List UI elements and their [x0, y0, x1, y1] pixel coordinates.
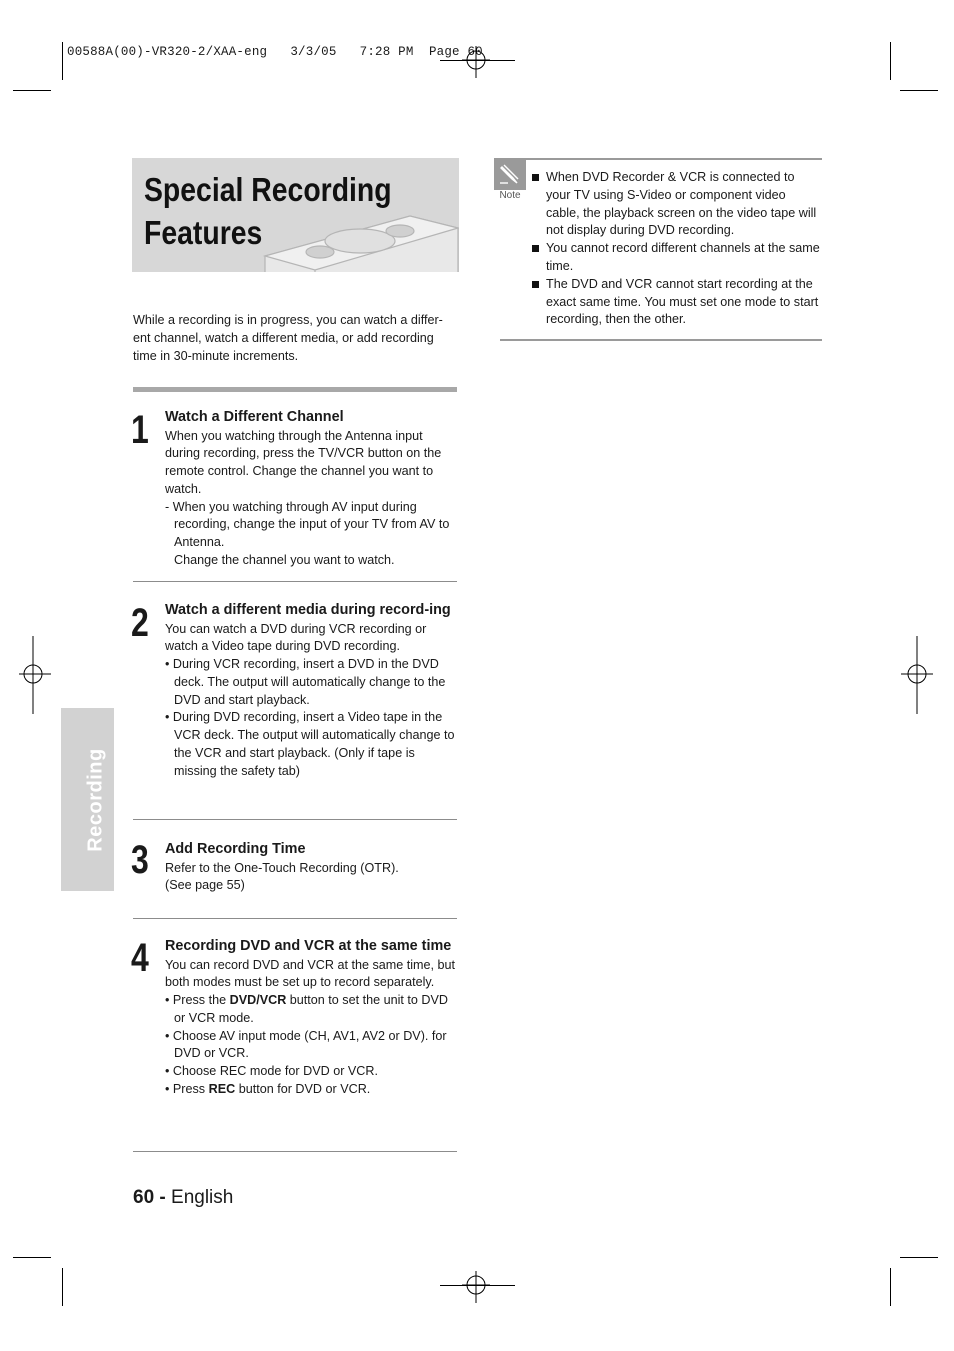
step-number: 4	[131, 936, 149, 980]
bullet-item: • Choose AV input mode (CH, AV1, AV2 or DV). for DVD or VCR.	[165, 1028, 447, 1061]
step-body: (See page 55)	[165, 878, 245, 893]
step-title: Watch a different media during record-ing	[165, 602, 451, 618]
note-rule	[500, 339, 822, 341]
bullet-item: • Choose REC mode for DVD or VCR.	[165, 1064, 378, 1079]
print-header: 00588A(00)-VR320-2/XAA-eng 3/3/05 7:28 PM Page 60	[67, 45, 483, 59]
intro-paragraph: While a recording is in progress, you can watch a differ-ent channel, watch a different media, or add recording time in 30-minute increments.	[133, 313, 443, 363]
pencil-icon	[494, 160, 526, 190]
section-divider	[133, 387, 457, 392]
bullet-item: • Press the DVD/VCR button to set the unit to DVD or VCR mode.	[165, 993, 449, 1025]
step-3	[165, 841, 457, 895]
registration-mark-icon	[462, 1271, 492, 1303]
note-rule	[494, 158, 822, 160]
step-2	[165, 602, 457, 781]
page-number: 60 -	[133, 1187, 166, 1208]
step-title: Recording DVD and VCR at the same time	[165, 938, 452, 954]
note-icon-box	[494, 160, 526, 190]
note-item: The DVD and VCR cannot start recording at the exact same time. You must set one mode to start recording, then the other.	[531, 276, 821, 329]
step-subitem: - When you watching through AV input during recording, change the input of your TV from AV to Antenna.	[165, 499, 450, 550]
step-body: Refer to the One-Touch Recording (OTR).	[165, 860, 399, 875]
step-4	[165, 938, 457, 1099]
footer-language: English	[171, 1187, 234, 1208]
bullet-item: • Press REC button for DVD or VCR.	[165, 1082, 371, 1097]
step-subitem: Change the channel you want to watch.	[174, 553, 395, 568]
bullet-item: • During VCR recording, insert a DVD in the DVD deck. The output will automatically change to the DVD and start playback.	[165, 657, 446, 707]
step-body: When you watching through the Antenna input during recording, press the TV/VCR button on the remote control. Change the channel you want to watch.	[165, 428, 442, 496]
note-item: You cannot record different channels at the same time.	[531, 240, 821, 276]
page-footer	[133, 1187, 233, 1209]
section-side-label: Recording	[84, 748, 107, 852]
registration-mark-icon	[462, 46, 492, 78]
step-body: You can record DVD and VCR at the same time, but both modes must be set up to record separately.	[165, 957, 456, 990]
divider	[133, 581, 457, 582]
divider	[133, 819, 457, 820]
note-list	[531, 169, 821, 329]
step-title: Add Recording Time	[165, 841, 306, 857]
divider	[133, 918, 457, 919]
page-title: Special Recording Features	[144, 171, 392, 251]
note-label: Note	[499, 190, 521, 201]
step-1	[165, 409, 457, 570]
title-banner	[132, 158, 459, 272]
registration-mark-icon	[898, 636, 938, 714]
step-number: 3	[131, 838, 149, 882]
step-number: 1	[131, 408, 149, 452]
step-number: 2	[131, 601, 149, 645]
registration-mark-icon	[14, 636, 54, 714]
divider	[133, 1151, 457, 1152]
step-body: You can watch a DVD during VCR recording or watch a Video tape during DVD recording.	[165, 621, 427, 654]
note-item: When DVD Recorder & VCR is connected to your TV using S-Video or component video cable, the playback screen on the video tape will not display during DVD recording.	[531, 169, 821, 240]
step-title: Watch a Different Channel	[165, 409, 344, 425]
bullet-item: • During DVD recording, insert a Video tape in the VCR deck. The output will automatically change to the VCR and start playback. (Only if tape is missing the safety tab)	[165, 710, 455, 778]
